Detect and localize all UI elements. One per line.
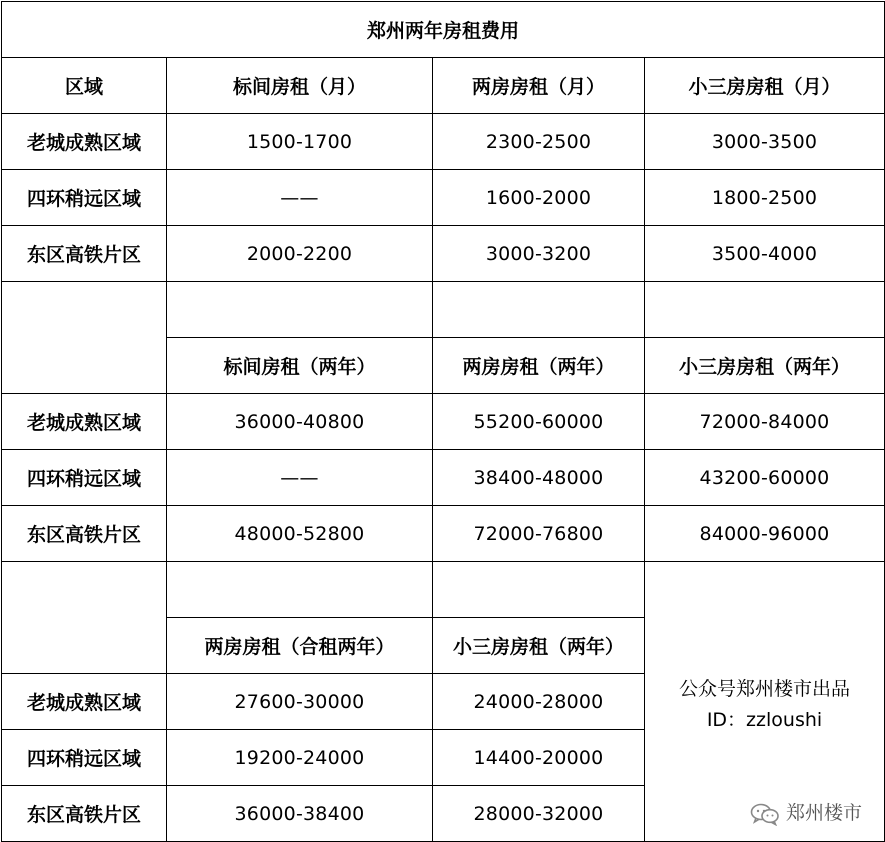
column-header: 标间房租（月） xyxy=(167,58,433,114)
table-cell: 19200-24000 xyxy=(167,730,433,786)
table-cell: 84000-96000 xyxy=(645,506,885,562)
table-cell: 3000-3500 xyxy=(645,114,885,170)
region-header: 区域 xyxy=(2,58,167,114)
region-label: 老城成熟区域 xyxy=(2,674,167,730)
watermark xyxy=(750,798,862,829)
table-cell: —— xyxy=(167,450,433,506)
footer-credit: 公众号郑州楼市出品 xyxy=(679,677,851,700)
spacer-row xyxy=(2,282,885,338)
table-cell: 28000-32000 xyxy=(433,786,645,842)
footer-id: ID：zzloushi xyxy=(706,708,823,731)
column-header: 两房房租（合租两年） xyxy=(167,618,433,674)
table-cell: 14400-20000 xyxy=(433,730,645,786)
table-cell: 3000-3200 xyxy=(433,226,645,282)
footer-cell xyxy=(645,562,885,842)
empty-cell xyxy=(2,562,167,674)
empty-cell xyxy=(433,282,645,338)
table-cell: 1500-1700 xyxy=(167,114,433,170)
empty-cell xyxy=(2,282,167,394)
table-row xyxy=(2,170,885,226)
table-cell: 72000-76800 xyxy=(433,506,645,562)
column-header: 小三房房租（两年） xyxy=(645,338,885,394)
table-row xyxy=(2,114,885,170)
region-label: 东区高铁片区 xyxy=(2,226,167,282)
spacer-row xyxy=(2,562,885,618)
table-cell: 43200-60000 xyxy=(645,450,885,506)
empty-cell xyxy=(167,562,433,618)
column-header: 小三房房租（两年） xyxy=(433,618,645,674)
section1-header-row xyxy=(2,58,885,114)
rent-table xyxy=(1,1,885,842)
table-cell: 24000-28000 xyxy=(433,674,645,730)
table-cell: 36000-40800 xyxy=(167,394,433,450)
column-header: 两房房租（两年） xyxy=(433,338,645,394)
empty-cell xyxy=(167,282,433,338)
region-label: 老城成熟区域 xyxy=(2,114,167,170)
table-row xyxy=(2,506,885,562)
region-label: 四环稍远区域 xyxy=(2,730,167,786)
column-header: 小三房房租（月） xyxy=(645,58,885,114)
table-cell: 2300-2500 xyxy=(433,114,645,170)
region-label: 东区高铁片区 xyxy=(2,506,167,562)
table-cell: 48000-52800 xyxy=(167,506,433,562)
table-cell: 55200-60000 xyxy=(433,394,645,450)
region-label: 四环稍远区域 xyxy=(2,170,167,226)
table-cell: —— xyxy=(167,170,433,226)
table-cell: 1600-2000 xyxy=(433,170,645,226)
empty-cell xyxy=(433,562,645,618)
region-label: 四环稍远区域 xyxy=(2,450,167,506)
table-cell: 72000-84000 xyxy=(645,394,885,450)
title-row xyxy=(2,2,885,58)
table-row xyxy=(2,394,885,450)
table-cell: 27600-30000 xyxy=(167,674,433,730)
table-cell: 3500-4000 xyxy=(645,226,885,282)
column-header: 两房房租（月） xyxy=(433,58,645,114)
empty-cell xyxy=(645,282,885,338)
wechat-icon xyxy=(750,802,780,826)
table-row xyxy=(2,450,885,506)
table-cell: 1800-2500 xyxy=(645,170,885,226)
table-cell: 38400-48000 xyxy=(433,450,645,506)
table-cell: 2000-2200 xyxy=(167,226,433,282)
region-label: 老城成熟区域 xyxy=(2,394,167,450)
table-cell: 36000-38400 xyxy=(167,786,433,842)
column-header: 标间房租（两年） xyxy=(167,338,433,394)
watermark-text: 郑州楼市 xyxy=(786,802,863,824)
table-title: 郑州两年房租费用 xyxy=(2,2,885,58)
table-row xyxy=(2,226,885,282)
region-label: 东区高铁片区 xyxy=(2,786,167,842)
